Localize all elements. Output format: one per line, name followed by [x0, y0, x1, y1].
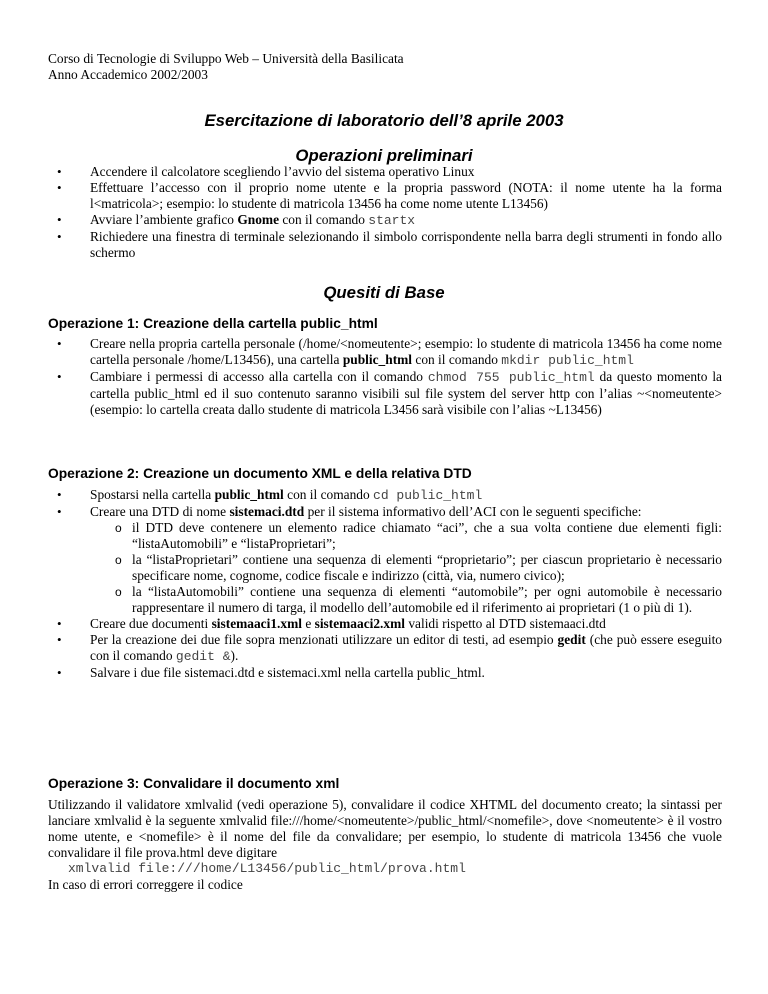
sub-list-item: o il DTD deve contenere un elemento radice chiamato “aci”, che a sua volta contiene due elementi figli: “listaAutomobili” e “listaProprietari”;: [90, 520, 722, 552]
list-item: • Avviare l’ambiente grafico Gnome con il comando startx: [48, 212, 722, 229]
op1-list: [48, 336, 722, 418]
op3-closing-text: In caso di errori correggere il codice: [48, 877, 243, 892]
sub-list-item: o la “listaProprietari” contiene una sequenza di elementi “proprietario”; per ciascun proprietario è necessario specificare nome, cognome, codice fiscale e indirizzo (città, via, numero civico);: [90, 552, 722, 584]
dtd-spec-sublist: [90, 520, 722, 616]
list-item: • Creare una DTD di nome sistemaci.dtd per il sistema informativo dell’ACI con le seguenti specifiche: o il DTD deve contenere un elemento radice chiamato “aci”, che a sua volta contiene due elementi figli: “listaAutomobili” e “listaProprietari”; o la “listaProprietari” contiene una sequenza di elementi “proprietario”; per ciascun proprietario è necessario specificare nome, cognome, codice fiscale e indirizzo (città, via, numero civico); o la “listaAutomobili” contiene una sequenza di elementi “automobile”; per ogni automobile è necessario rappresentare il numero di targa, il modello dell’automobile ed il riferimento ai proprietari (1 o più di 1).: [48, 504, 722, 616]
list-item: • Cambiare i permessi di accesso alla cartella con il comando chmod 755 public_html da questo momento la cartella public_html ed il suo contenuto saranno visibili sul file system del server http con l’alias ~<nomeutente> (esempio: lo cartella creata dallo studente di matricola L3456 sarà visibile con l’alias ~L13456): [48, 369, 722, 418]
list-item: • Per la creazione dei due file sopra menzionati utilizzare un editor di testi, ad esempio gedit (che può essere eseguito con il comando gedit &).: [48, 632, 722, 665]
inline-code: mkdir public_html: [501, 353, 634, 368]
page-title: Esercitazione di laboratorio dell’8 aprile 2003: [204, 111, 564, 130]
inline-code: startx: [368, 213, 416, 228]
inline-code: cd public_html: [373, 488, 483, 503]
op1-heading: Operazione 1: Creazione della cartella public_html: [48, 316, 378, 331]
list-item: • Accendere il calcolatore scegliendo l’avvio del sistema operativo Linux: [48, 164, 722, 180]
op2-list: [48, 487, 722, 681]
list-item: • Salvare i due file sistemaci.dtd e sistemaci.xml nella cartella public_html.: [48, 665, 722, 681]
section-heading-preliminari: Operazioni preliminari: [295, 146, 473, 165]
op3-paragraph: Utilizzando il validatore xmlvalid (vedi operazione 5), convalidare il codice XHTML del documento creato; la sintassi per lanciare xmlvalid è la seguente xmlvalid file:///home/<nomeutente>/public_html/<nomefile>, dove <nomeutente> è il vostro nome utente, e <nomefile> è il nome del file da convalidare; per esempio, lo studente di matricola 13456 che vuole convalidare il file prova.html deve digitare: [48, 797, 722, 860]
sub-list-item: o la “listaAutomobili” contiene una sequenza di elementi “automobile”; per ogni automobile è necessario rappresentare il numero di targa, il modello dell’automobile ed il riferimento ai proprietari (1 o più di 1).: [90, 584, 722, 616]
list-item: • Effettuare l’accesso con il proprio nome utente e la propria password (NOTA: il nome utente ha la forma l<matricola>; esempio: lo studente di matricola 13456 ha come nome utente L13456): [48, 180, 722, 212]
list-item: • Creare nella propria cartella personale (/home/<nomeutente>; esempio: lo studente di matricola 13456 ha come nome cartella personale /home/L13456), una cartella public_html con il comando mkdir public_html: [48, 336, 722, 369]
preliminari-list: [48, 164, 722, 261]
op2-heading: Operazione 2: Creazione un documento XML e della relativa DTD: [48, 466, 472, 481]
preliminari-list-block: [48, 164, 722, 261]
section-heading-quesiti: Quesiti di Base: [323, 283, 445, 302]
inline-code: chmod 755 public_html: [427, 370, 595, 385]
op3-block: [48, 797, 722, 893]
list-item: • Richiedere una finestra di terminale selezionando il simbolo corrispondente nella barra degli strumenti in fondo allo schermo: [48, 229, 722, 261]
course-line: Corso di Tecnologie di Sviluppo Web – Università della Basilicata: [48, 51, 404, 66]
course-header: [48, 51, 404, 83]
code-example: xmlvalid file:///home/L13456/public_html/prova.html: [68, 861, 466, 876]
list-item: • Spostarsi nella cartella public_html con il comando cd public_html: [48, 487, 722, 504]
op2-list-block: [48, 487, 722, 681]
academic-year-line: Anno Accademico 2002/2003: [48, 67, 208, 82]
op1-list-block: [48, 336, 722, 418]
inline-code: gedit &: [175, 649, 231, 664]
list-item: • Creare due documenti sistemaaci1.xml e sistemaaci2.xml validi rispetto al DTD sistemaaci.dtd: [48, 616, 722, 632]
op3-heading: Operazione 3: Convalidare il documento xml: [48, 776, 340, 791]
